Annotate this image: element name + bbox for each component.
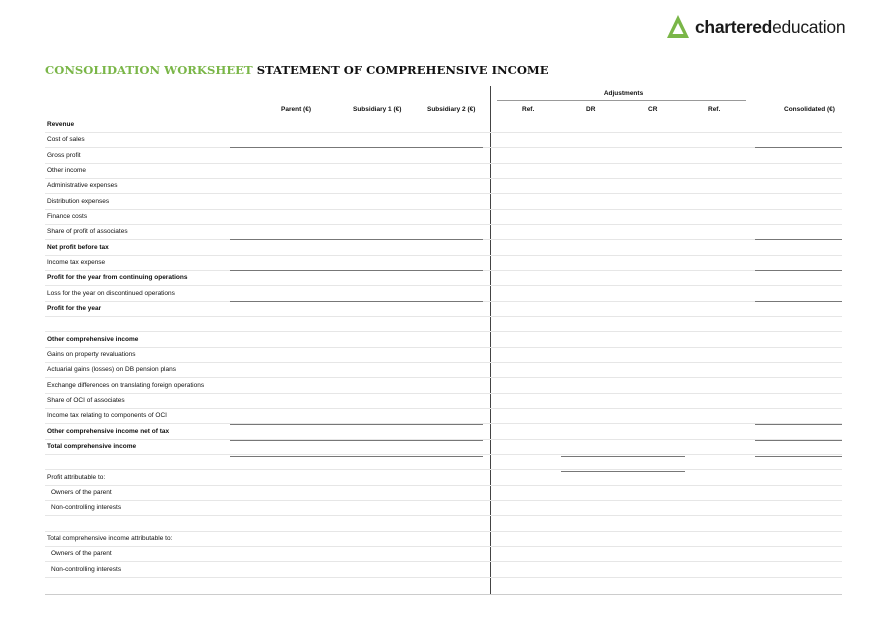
table-row bbox=[45, 470, 842, 486]
table-row bbox=[45, 209, 842, 225]
table-row bbox=[45, 270, 842, 286]
row-label: Gains on property revaluations bbox=[47, 350, 136, 358]
subtotal-line bbox=[755, 270, 842, 271]
total-line bbox=[755, 456, 842, 457]
col-header-subsidiary-2: Subsidiary 2 (€) bbox=[427, 106, 476, 113]
subtotal-line bbox=[755, 424, 842, 425]
table-row-blank bbox=[45, 316, 842, 332]
col-header-subsidiary-1: Subsidiary 1 (€) bbox=[353, 106, 402, 113]
row-label: Income tax relating to components of OCI bbox=[47, 412, 167, 420]
row-label: Total comprehensive income attributable to: bbox=[47, 534, 173, 542]
row-label: Gross profit bbox=[47, 151, 81, 159]
triangle-logo-icon bbox=[666, 14, 690, 40]
table-row bbox=[45, 485, 842, 501]
subtotal-line bbox=[755, 239, 842, 240]
bottom-rule bbox=[45, 594, 842, 595]
row-label: Total comprehensive income bbox=[47, 442, 137, 450]
table-row bbox=[45, 301, 842, 317]
subtotal-line bbox=[755, 147, 842, 148]
subtotal-line bbox=[230, 147, 483, 148]
table-row bbox=[45, 178, 842, 194]
row-label: Owners of the parent bbox=[51, 488, 112, 496]
subtotal-line bbox=[230, 270, 483, 271]
total-line bbox=[561, 471, 685, 472]
row-label: Other income bbox=[47, 166, 87, 174]
table-row bbox=[45, 424, 842, 440]
row-label: Other comprehensive income bbox=[47, 335, 139, 343]
subtotal-line bbox=[755, 440, 842, 441]
subtotal-line bbox=[755, 301, 842, 302]
row-label: Owners of the parent bbox=[51, 550, 112, 558]
row-label: Other comprehensive income net of tax bbox=[47, 427, 170, 435]
table-row bbox=[45, 378, 842, 394]
table-row bbox=[45, 439, 842, 455]
table-row bbox=[45, 500, 842, 516]
table-row bbox=[45, 286, 842, 302]
table-row bbox=[45, 393, 842, 409]
row-label: Profit for the year from continuing operations bbox=[47, 274, 188, 282]
brand-logo bbox=[666, 14, 856, 42]
subtotal-line bbox=[230, 239, 483, 240]
table-row bbox=[45, 332, 842, 348]
table-row bbox=[45, 362, 842, 378]
brand-name-bold: chartered bbox=[695, 17, 773, 37]
table-row bbox=[45, 194, 842, 210]
table-row bbox=[45, 240, 842, 256]
brand-name-regular: education bbox=[772, 17, 846, 37]
title-worksheet: CONSOLIDATION WORKSHEET bbox=[45, 63, 253, 77]
subtotal-line bbox=[230, 440, 483, 441]
row-label: Cost of sales bbox=[47, 136, 85, 144]
subtotal-line bbox=[230, 301, 483, 302]
table-row bbox=[45, 224, 842, 240]
table-row bbox=[45, 347, 842, 363]
table-row bbox=[45, 117, 842, 133]
table-row-blank bbox=[45, 516, 842, 532]
title-statement: STATEMENT OF COMPREHENSIVE INCOME bbox=[256, 63, 549, 77]
adjustments-header: Adjustments bbox=[603, 90, 644, 97]
col-header-parent: Parent (€) bbox=[281, 106, 311, 113]
table-row bbox=[45, 132, 842, 148]
table-row bbox=[45, 546, 842, 562]
row-label: Administrative expenses bbox=[47, 182, 118, 190]
adjustments-rule bbox=[497, 100, 746, 101]
col-header-dr: DR bbox=[586, 106, 596, 113]
total-line bbox=[230, 456, 483, 457]
page-title bbox=[45, 63, 549, 77]
table-row bbox=[45, 255, 842, 271]
row-label: Profit attributable to: bbox=[47, 473, 106, 481]
row-label: Loss for the year on discontinued operations bbox=[47, 289, 175, 297]
col-header-cr: CR bbox=[648, 106, 658, 113]
row-label: Net profit before tax bbox=[47, 243, 109, 251]
table-row bbox=[45, 163, 842, 179]
row-label: Revenue bbox=[47, 121, 75, 128]
row-label: Distribution expenses bbox=[47, 197, 110, 205]
row-label: Actuarial gains (losses) on DB pension plans bbox=[47, 366, 176, 374]
table-row bbox=[45, 562, 842, 578]
brand-name bbox=[695, 17, 845, 38]
row-label: Income tax expense bbox=[47, 258, 106, 266]
col-header-ref-1: Ref. bbox=[522, 106, 535, 113]
col-header-consolidated: Consolidated (€) bbox=[784, 106, 835, 113]
table-row bbox=[45, 531, 842, 547]
total-line bbox=[561, 456, 685, 457]
col-header-ref-2: Ref. bbox=[708, 106, 721, 113]
subtotal-line bbox=[230, 424, 483, 425]
row-label: Share of profit of associates bbox=[47, 228, 128, 236]
table-row bbox=[45, 148, 842, 164]
row-label: Share of OCI of associates bbox=[47, 396, 125, 404]
row-label: Non-controlling interests bbox=[51, 504, 122, 512]
row-label: Exchange differences on translating foreign operations bbox=[47, 381, 205, 389]
row-label: Profit for the year bbox=[47, 304, 102, 312]
table-row bbox=[45, 408, 842, 424]
row-label: Non-controlling interests bbox=[51, 565, 122, 573]
row-label: Finance costs bbox=[47, 212, 88, 220]
